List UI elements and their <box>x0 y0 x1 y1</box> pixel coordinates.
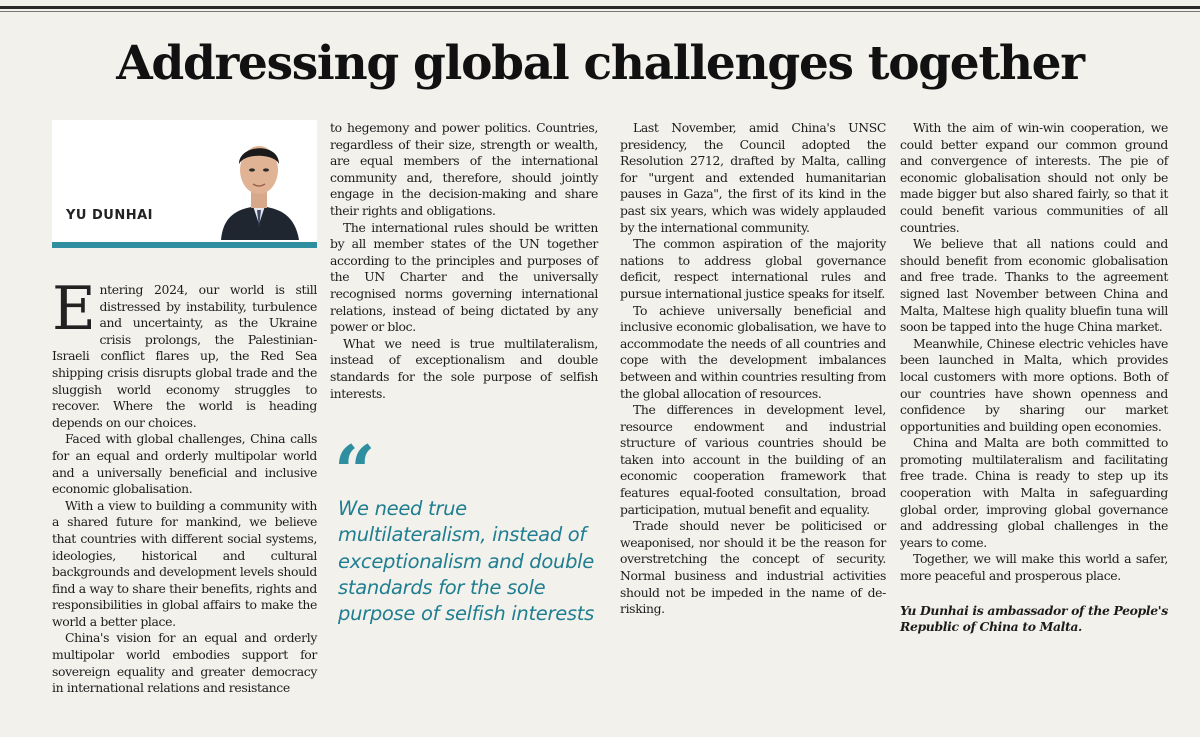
article-headline: Addressing global challenges together <box>116 36 1084 91</box>
quote-mark-icon: “ <box>334 429 376 515</box>
top-rule-thin <box>0 11 1200 12</box>
paragraph: What we need is true multilateralism, instead of exceptionalism and double standards for the sole purpose of selfish interests. <box>330 335 598 401</box>
paragraph: With the aim of win-win cooperation, we could better expand our common ground and convergence of interests. The pie of economic globalisation should not only be made bigger but also shared fairly, so that it could benefit various communities of all countries. <box>900 120 1168 235</box>
paragraph: Meanwhile, Chinese electric vehicles have been launched in Malta, which provides local customers with more options. Both of our countries have shown openness and confidence by sharing our market opportunities and building open economies. <box>900 335 1168 434</box>
paragraph: Faced with global challenges, China calls for an equal and orderly multipolar world and a universally beneficial and inclusive economic globalisation. <box>52 431 317 497</box>
author-bio: Yu Dunhai is ambassador of the People's Republic of China to Malta. <box>900 602 1168 635</box>
paragraph: Trade should never be politicised or weaponised, nor should it be the reason for overstretching the concept of security. Normal business and industrial activities should not be impeded in the name of de-risking. <box>620 518 886 617</box>
paragraph: The differences in development level, resource endowment and industrial structure of various countries should be taken into account in the building of an economic cooperation framework that features equal-footed consultation, broad participation, mutual benefit and equality. <box>620 402 886 517</box>
author-accent-bar <box>52 242 317 248</box>
column-2 <box>330 120 598 627</box>
column-4 <box>900 120 1168 636</box>
paragraph: The common aspiration of the majority nations to address global governance deficit, respect international rules and pursue international justice speaks for itself. <box>620 236 886 301</box>
paragraph: China and Malta are both committed to promoting multilateralism and facilitating free trade. China is ready to step up its cooperation with Malta in safeguarding global order, improving global governance and addressing global challenges in the years to come. <box>900 435 1168 550</box>
author-name: YU DUNHAI <box>66 208 154 223</box>
paragraph: We believe that all nations could and should benefit from economic globalisation and free trade. Thanks to the agreement signed last November between China and Malta, Maltese high quality bluefin tuna will soon be tapped into the huge China market. <box>900 236 1168 335</box>
author-portrait-icon <box>215 128 303 240</box>
pull-quote <box>330 429 598 627</box>
column-1 <box>52 120 317 697</box>
pull-quote-text: We need true multilateralism, instead of exceptionalism and double standards for the sole purpose of selfish interests <box>338 497 594 625</box>
paragraph: The international rules should be written by all member states of the UN together according to the principles and purposes of the UN Charter and the universally recognised norms governing international relations, instead of being dictated by any power or bloc. <box>330 219 598 335</box>
drop-cap: E <box>52 274 96 344</box>
author-box <box>52 120 317 242</box>
paragraph: Last November, amid China's UNSC presidency, the Council adopted the Resolution 2712, drafted by Malta, calling for "urgent and extended humanitarian pauses in Gaza", the first of its kind in the past six years, which was widely applauded by the international community. <box>620 120 886 235</box>
column-3 <box>620 120 886 618</box>
paragraph: Entering 2024, our world is still distressed by instability, turbulence and uncertainty, as the Ukraine crisis prolongs, the Palestinian-Israeli conflict flares up, the Red Sea shipping crisis disrupts global trade and the sluggish world economy struggles to recover. Where the world is heading depends on our choices. <box>52 274 317 430</box>
paragraph: China's vision for an equal and orderly multipolar world embodies support for sovereign equality and greater democracy in international relations and resistance <box>52 630 317 696</box>
paragraph: To achieve universally beneficial and inclusive economic globalisation, we have to accommodate the needs of all countries and cope with the development imbalances between and within countries resulting from the global allocation of resources. <box>620 302 886 401</box>
paragraph: Together, we will make this world a safer, more peaceful and prosperous place. <box>900 551 1168 584</box>
paragraph: to hegemony and power politics. Countries, regardless of their size, strength or wealth, are equal members of the international community and, therefore, should jointly engage in the decision-making and share their rights and obligations. <box>330 120 598 218</box>
top-rule <box>0 6 1200 9</box>
paragraph: With a view to building a community with a shared future for mankind, we believe that countries with different social systems, ideologies, historical and cultural backgrounds and development levels should find a way to share their benefits, rights and responsibilities in global affairs to make the world a better place. <box>52 497 317 629</box>
